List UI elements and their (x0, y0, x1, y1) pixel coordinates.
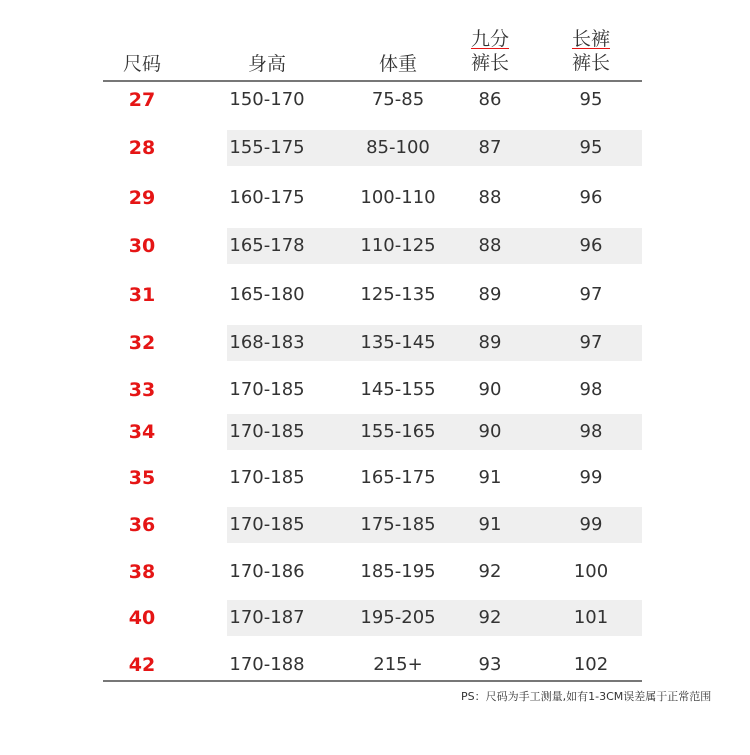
cell-height: 170-185 (229, 379, 305, 400)
header-weight-label: 体重 (378, 53, 417, 75)
cell-weight: 125-135 (360, 284, 436, 305)
cell-cropped: 88 (478, 187, 502, 208)
cell-long: 97 (579, 284, 603, 305)
cell-long: 99 (579, 514, 603, 535)
table-row (103, 554, 642, 590)
cell-size: 42 (128, 654, 156, 676)
cell-weight: 175-185 (360, 514, 436, 535)
header-weight (358, 52, 438, 76)
cell-height: 170-186 (229, 561, 305, 582)
cell-size: 27 (128, 89, 156, 111)
cell-weight: 85-100 (366, 137, 430, 158)
header-height (227, 52, 307, 76)
footer-divider (103, 680, 642, 682)
cell-cropped: 91 (478, 514, 502, 535)
cell-weight: 135-145 (360, 332, 436, 353)
cell-cropped: 92 (478, 607, 502, 628)
cell-long: 95 (579, 137, 603, 158)
cell-long: 96 (579, 187, 603, 208)
table-row (103, 277, 642, 313)
cell-cropped: 90 (478, 421, 502, 442)
cell-long: 98 (579, 379, 603, 400)
cell-height: 155-175 (229, 137, 305, 158)
header-long-bottom: 裤长 (571, 52, 610, 74)
table-row (103, 372, 642, 408)
cell-weight: 155-165 (360, 421, 436, 442)
cell-weight: 145-155 (360, 379, 436, 400)
cell-long: 99 (579, 467, 603, 488)
table-row (103, 507, 642, 543)
cell-height: 170-185 (229, 421, 305, 442)
table-row (103, 180, 642, 216)
cell-long: 98 (579, 421, 603, 442)
measurement-note: PS：尺码为手工测量,如有1-3CM误差属于正常范围 (461, 690, 712, 703)
table-header (103, 0, 642, 82)
cell-size: 40 (128, 607, 156, 629)
table-row (103, 228, 642, 264)
cell-size: 31 (128, 284, 156, 306)
cell-long: 101 (573, 607, 609, 628)
cell-size: 28 (128, 137, 156, 159)
table-row (103, 414, 642, 450)
cell-size: 35 (128, 467, 156, 489)
table-row (103, 647, 642, 683)
cell-size: 32 (128, 332, 156, 354)
cell-height: 160-175 (229, 187, 305, 208)
cell-cropped: 87 (478, 137, 502, 158)
cell-height: 170-188 (229, 654, 305, 675)
header-cropped-top: 九分 (470, 28, 509, 50)
cell-size: 30 (128, 235, 156, 257)
cell-size: 29 (128, 187, 156, 209)
cell-weight: 195-205 (360, 607, 436, 628)
cell-size: 36 (128, 514, 156, 536)
cell-size: 33 (128, 379, 156, 401)
cell-cropped: 92 (478, 561, 502, 582)
cell-weight: 100-110 (360, 187, 436, 208)
cell-height: 150-170 (229, 89, 305, 110)
cell-weight: 165-175 (360, 467, 436, 488)
table-row (103, 82, 642, 118)
cell-height: 170-187 (229, 607, 305, 628)
header-height-label: 身高 (247, 53, 286, 75)
cell-cropped: 88 (478, 235, 502, 256)
table-row (103, 460, 642, 496)
header-cropped-length (453, 27, 527, 75)
table-row (103, 600, 642, 636)
cell-cropped: 89 (478, 284, 502, 305)
cell-weight: 75-85 (371, 89, 425, 110)
cell-weight: 110-125 (360, 235, 436, 256)
cell-size: 34 (128, 421, 156, 443)
size-chart-table (103, 0, 642, 700)
cell-size: 38 (128, 561, 156, 583)
cell-long: 95 (579, 89, 603, 110)
header-size-label: 尺码 (122, 53, 161, 75)
cell-long: 102 (573, 654, 609, 675)
cell-height: 168-183 (229, 332, 305, 353)
header-long-length (554, 27, 628, 75)
cell-long: 100 (573, 561, 609, 582)
cell-cropped: 90 (478, 379, 502, 400)
table-row (103, 325, 642, 361)
cell-cropped: 89 (478, 332, 502, 353)
table-row (103, 130, 642, 166)
cell-height: 165-178 (229, 235, 305, 256)
cell-height: 165-180 (229, 284, 305, 305)
cell-long: 97 (579, 332, 603, 353)
cell-cropped: 93 (478, 654, 502, 675)
cell-weight: 185-195 (360, 561, 436, 582)
header-long-top: 长裤 (571, 28, 610, 50)
cell-height: 170-185 (229, 514, 305, 535)
cell-long: 96 (579, 235, 603, 256)
cell-cropped: 91 (478, 467, 502, 488)
header-cropped-bottom: 裤长 (470, 52, 509, 74)
cell-cropped: 86 (478, 89, 502, 110)
cell-height: 170-185 (229, 467, 305, 488)
header-size (103, 52, 181, 76)
cell-weight: 215+ (373, 654, 423, 675)
